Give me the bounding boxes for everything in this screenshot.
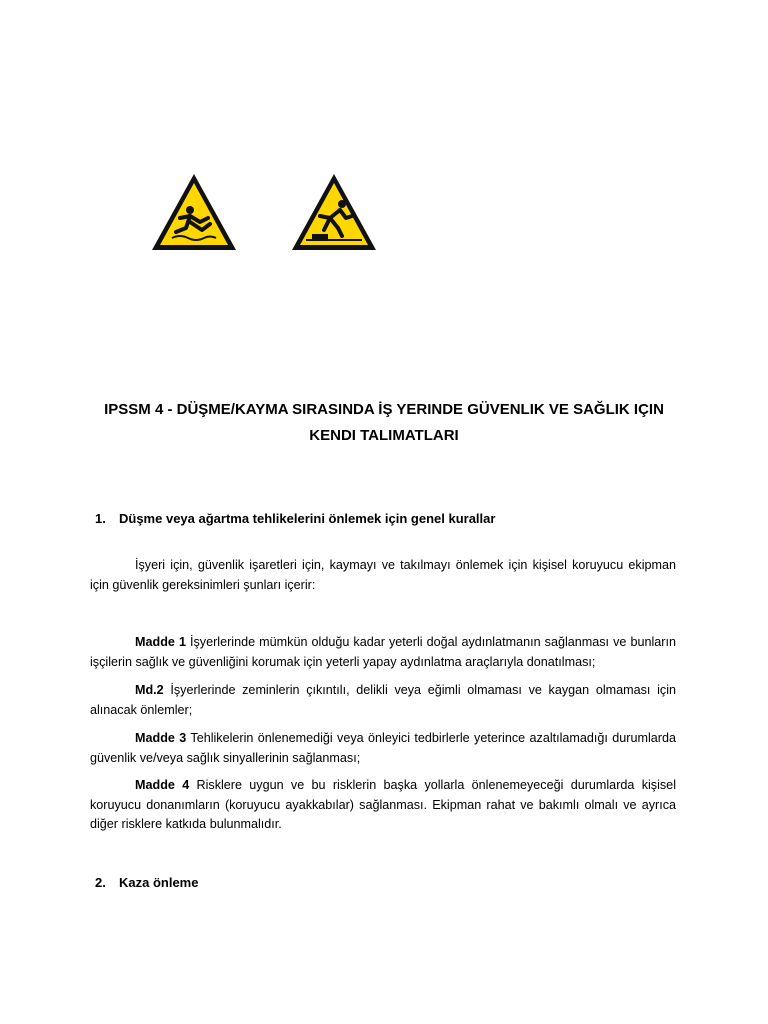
item-text: Risklere uygun ve bu risklerin başka yollarla önlenemeyeceği durumlarda kişisel koruyucu donanımların (koruyucu ayakkabılar) sağlanması. Ekipman rahat ve bakımlı olmalı ve ayrıca diğer risklere katkıda bulunmalıdır. xyxy=(90,778,676,831)
list-item xyxy=(90,681,676,720)
item-text: İşyerlerinde zeminlerin çıkıntılı, delikli veya eğimli olmaması ve kaygan olmaması için alınacak önlemler; xyxy=(90,683,676,717)
section-1-heading xyxy=(95,510,495,528)
trip-hazard-warning-icon xyxy=(290,172,378,252)
document-title xyxy=(60,397,708,449)
item-label: Madde 1 xyxy=(135,635,186,649)
list-item xyxy=(90,729,676,768)
slippery-floor-warning-icon xyxy=(150,172,238,252)
item-label: Madde 3 xyxy=(135,731,187,745)
item-label: Madde 4 xyxy=(135,778,190,792)
title-line-1: IPSSM 4 - DÜŞME/KAYMA SIRASINDA İŞ YERINDE GÜVENLIK VE SAĞLIK IÇIN xyxy=(104,401,664,418)
section-2-heading xyxy=(95,874,198,892)
item-text: Tehlikelerin önlenemediği veya önleyici tedbirlerle yeterince azaltılamadığı durumlarda güvenlik ve/veya sağlık sinyallerinin sağlanması; xyxy=(90,731,676,765)
section-2-number: 2. xyxy=(95,875,106,890)
section-2-title: Kaza önleme xyxy=(119,875,199,890)
section-1-number: 1. xyxy=(95,511,106,526)
section-1-intro: İşyeri için, güvenlik işaretleri için, kaymayı ve takılmayı önlemek için kişisel koruyucu ekipman için güvenlik gereksinimleri şunları içerir: xyxy=(90,558,676,592)
title-line-2: KENDI TALIMATLARI xyxy=(309,427,459,444)
list-item xyxy=(90,633,676,672)
list-item xyxy=(90,776,676,835)
section-1-title: Düşme veya ağartma tehlikelerini önlemek için genel kurallar xyxy=(119,511,496,526)
item-text: İşyerlerinde mümkün olduğu kadar yeterli doğal aydınlatmanın sağlanması ve bunların işçilerin sağlık ve güvenliğini korumak için yeterli yapay aydınlatma araçlarıyla donatılması; xyxy=(90,635,676,669)
item-label: Md.2 xyxy=(135,683,164,697)
